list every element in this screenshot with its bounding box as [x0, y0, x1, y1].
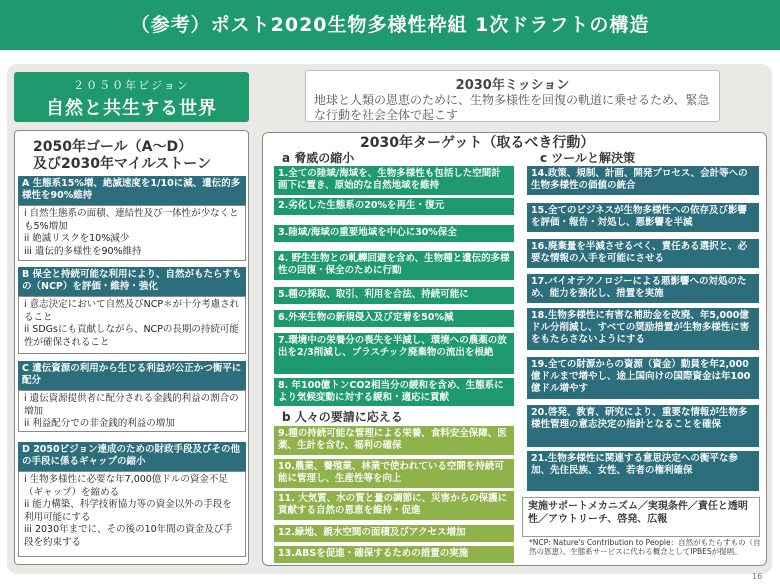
target-5: 5.種の採取、取引、利用を合法、持続可能に [274, 287, 514, 304]
goals-title-line2: 及び2030年マイルストーン [33, 156, 211, 172]
target-11: 11. 大気質、水の質と量の調節に、災害からの保護に貢献する自然の恩恵を維持・促進 [274, 491, 514, 520]
section-b-label: b 人々の要請に応える [282, 410, 403, 424]
goal-d-heading: D 2050ビジョン達成のための財政手段及びその他の手段に係るギャップの縮小 [18, 442, 246, 471]
target-3: 3.陸域/海域の重要地域を中心に30%保全 [274, 225, 514, 242]
goals-title [33, 139, 211, 173]
goal-c-heading: C 遺伝資源の利用から生じる利益が公正かつ衡平に配分 [18, 361, 246, 390]
mission-box [305, 70, 720, 122]
target-1: 1.全ての陸域/海域を、生物多様性も包括した空間計画下に置き、原始的な自然地域を維持 [274, 166, 514, 195]
goal-b-body: i 意志決定において自然及びNCP＊が十分考慮されること ii SDGsにも貢献しながら、NCPの長期の持続可能性が確保されること [18, 296, 246, 354]
page-number: 16 [752, 572, 763, 581]
mission-body: 地球と人類の恩恵のために、生物多様性を回復の軌道に乗せるため、緊急な行動を社会全体で起こす [314, 93, 710, 122]
target-19: 19.全ての財源からの資源（資金）動員を年2,000億ドルまで増やし、途上国向けの国際資金は年100億ドル増やす [527, 357, 759, 399]
targets-title: 2030年ターゲット（取るべき行動） [360, 135, 595, 151]
section-c-label: c ツールと解決策 [540, 151, 636, 165]
vision-label: ２０５０年ビジョン [73, 79, 190, 92]
mission-title: 2030年ミッション [455, 78, 570, 93]
target-4: 4. 野生生物との軋轢回避を含め、生物種と遺伝的多様性の回復・保全のために行動 [274, 251, 514, 280]
vision-title: 自然と共生する世界 [46, 98, 217, 119]
section-a-label: a 脅威の縮小 [282, 151, 355, 165]
target-9: 9.種の持続可能な管理による栄養、食料安全保障、医薬、生計を含む、福利の確保 [274, 426, 514, 455]
goal-c-body: i 遺伝資源提供者に配分される金銭的利益の割合の増加 ii 利益配分での非金銭的利益の増加 [18, 390, 246, 432]
target-14: 14.政策、規制、計画、開発プロセス、会計等への生物多様性の価値の統合 [527, 166, 759, 195]
target-20: 20.啓発、教育、研究により、重要な情報が生物多様性管理の意志決定の指針となることを確保 [527, 405, 759, 447]
page-title: （参考）ポスト2020生物多様性枠組 1次ドラフトの構造 [0, 0, 780, 50]
target-7: 7.環境中の栄養分の喪失を半減し、環境への農薬の放出を2/3削減し、プラスチック廃棄物の流出を根絶 [274, 333, 514, 374]
target-13: 13.ABSを促進・確保するための措置の実施 [274, 546, 514, 563]
target-8: 8. 年100億トンCO2相当分の緩和を含め、生態系により気候変動に対する緩和・適応に貢献 [274, 378, 514, 406]
goal-d-body: i 生物多様性に必要な年7,000億ドルの資金不足（ギャップ）を縮める ii 能力構築、科学技術協力等の資金以外の手段を利用可能にする iii 2030年までに、その後の10年間の資金及び手段を約束する [18, 471, 246, 557]
goal-a-body: i 自然生態系の面積、連結性及び一体性が少なくとも5%増加 ii 絶滅リスクを10%減少 iii 遺伝的多様性を90%維持 [18, 205, 246, 261]
target-12: 12.緑地、親水空間の面積及びアクセス増加 [274, 525, 514, 542]
target-18: 18.生物多様性に有害な補助金を改廃、年5,000億ドル分削減し、すべての奨励措置が生物多様性に害をもたらさないようにする [527, 308, 759, 350]
target-10: 10.農業、養殖業、林業で使われている空間を持続可能に管理し、生産性等を向上 [274, 459, 514, 488]
target-21: 21.生物多様性に関連する意思決定への衡平な参加、先住民族、女性、若者の権利確保 [527, 451, 759, 491]
target-2: 2.劣化した生態系の20%を再生・復元 [274, 198, 514, 215]
support-box: 実施サポートメカニズム／実現条件／責任と透明性／アウトリーチ、啓発、広報 [522, 497, 760, 537]
vision-box [14, 72, 249, 122]
goals-title-line1: 2050年ゴール（A～D） [33, 139, 193, 155]
target-16: 16.廃棄量を半減させるべく、責任ある選択と、必要な情報の入手を可能にさせる [527, 239, 759, 268]
footnote: *NCP: Nature's Contribution to People：自然がもたらすもの（自然の恩恵）。生態系サービスに代わる概念としてIPBESが提唱。 [529, 538, 761, 556]
goal-a-heading: A 生態系15%増、絶滅速度を1/10に減、遺伝的多様性を90%維持 [18, 176, 246, 205]
target-15: 15.全てのビジネスが生物多様性への依存及び影響を評価・報告・対処し、悪影響を半減 [527, 203, 759, 232]
target-17: 17.バイオテクノロジーによる悪影響への対処のため、能力を強化し、措置を実施 [527, 274, 759, 303]
goal-b-heading: B 保全と持続可能な利用により、自然がもたらすもの（NCP）を評価・維持・強化 [18, 267, 246, 296]
target-6: 6.外来生物の新規侵入及び定着を50%減 [274, 310, 514, 327]
